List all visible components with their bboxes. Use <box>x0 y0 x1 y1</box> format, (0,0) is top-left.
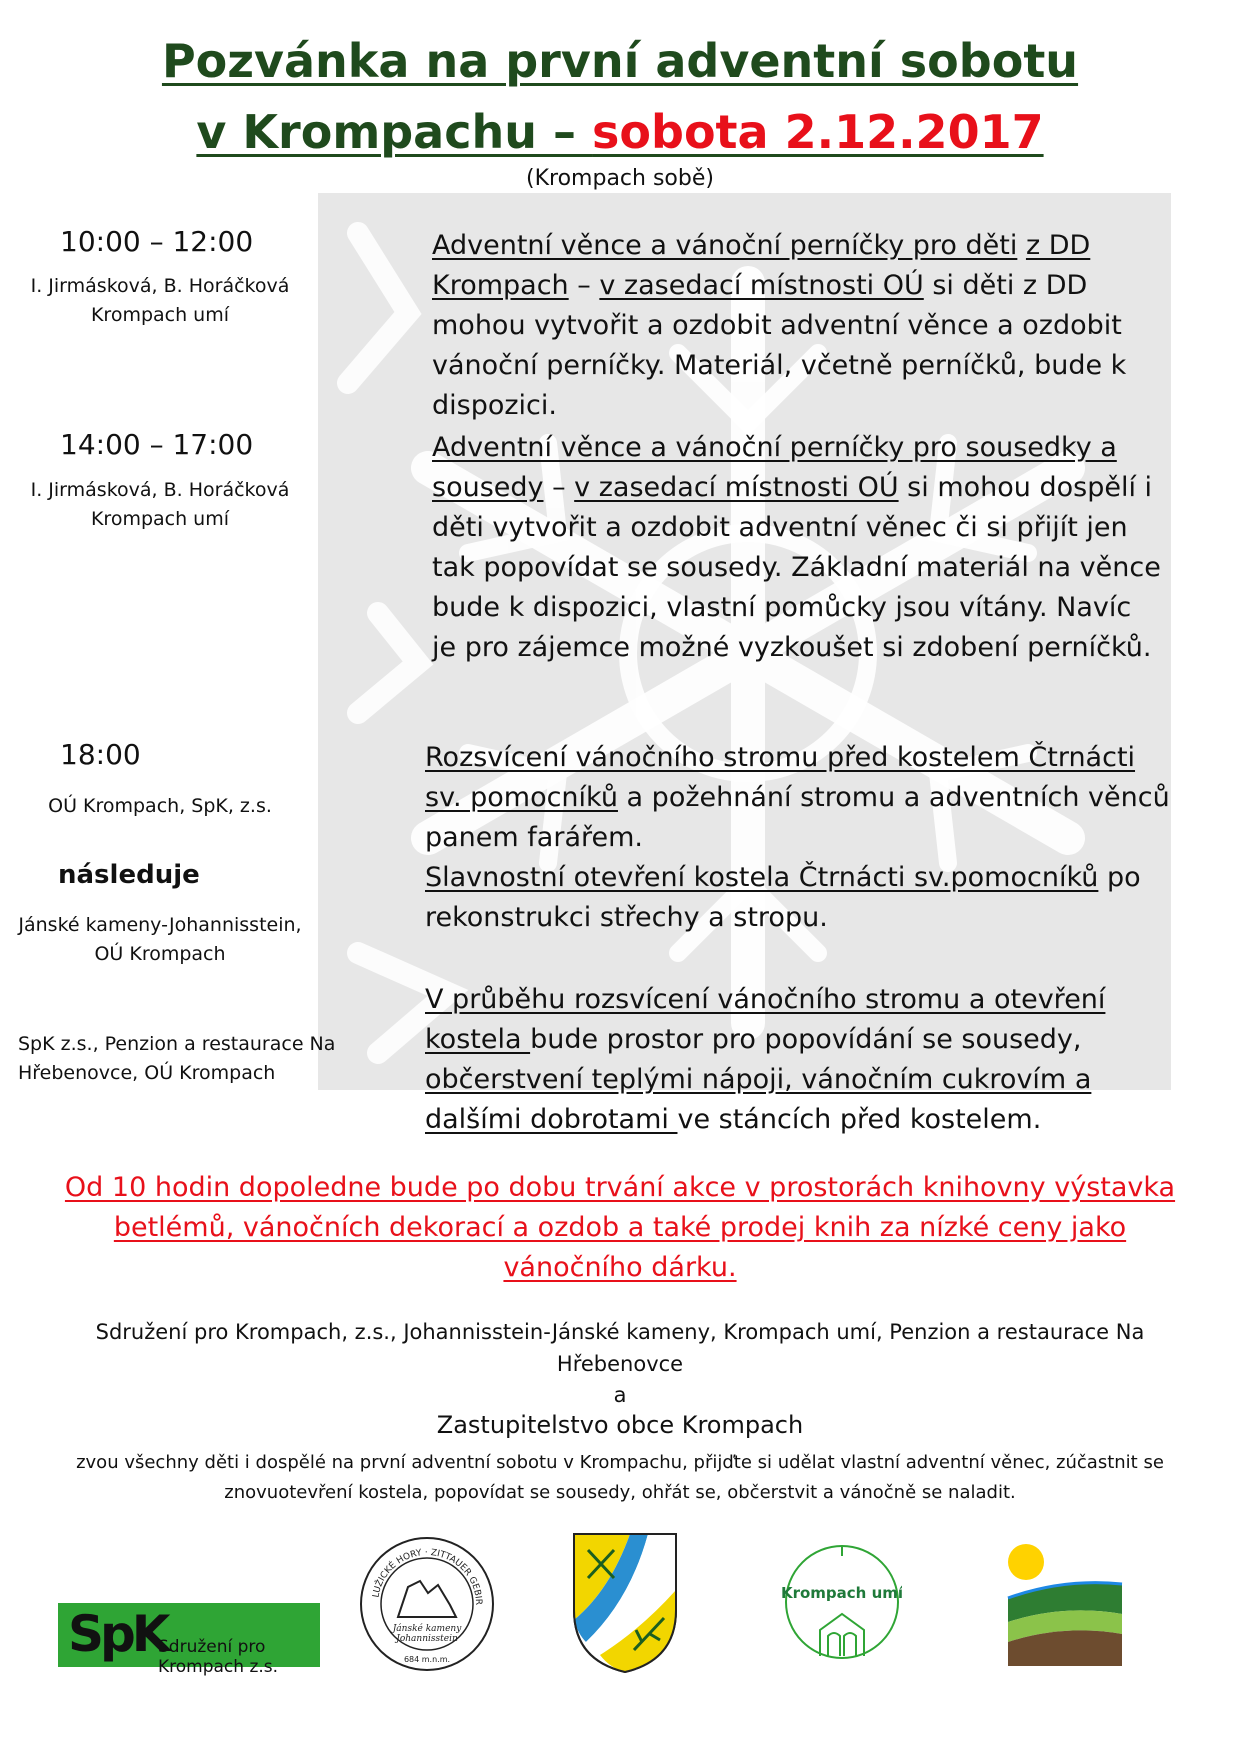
event-1-desc-u2: z DD Krompach <box>432 230 1091 301</box>
landscape-icon <box>1004 1538 1126 1670</box>
event-3-description <box>425 738 1170 858</box>
spk-logo-text: Sdružení pro Krompach z.s. <box>158 1637 279 1677</box>
event-2-desc-u2: v zasedací místnosti OÚ <box>574 472 899 503</box>
event-2-time: 14:00 – 17:00 <box>60 428 254 461</box>
event-2-organizer-line-2: Krompach umí <box>90 508 230 530</box>
title-date: sobota 2.12.2017 <box>592 105 1044 159</box>
event-3-organizers <box>10 792 310 821</box>
event-2-desc-t2: si mohou dospělí i děti vytvořit a ozdobit adventní věnec či si přijít jen tak popovídat se sousedy. Základní materiál na věnce bude k dispozici, vlastní pomůcky jsou vítány. Navíc je pro zájemce možné vyzkoušet si zdobení perníčků. <box>432 472 1161 663</box>
event-1-desc-t3: si děti z DD mohou vytvořit a ozdobit adventní věnce a ozdobit vánoční perníčky. Materiál, včetně perníčků, bude k dispozici. <box>432 270 1127 421</box>
title-line-2 <box>0 103 1240 161</box>
title-text-2: v Krompachu – <box>196 105 593 159</box>
johannisstein-name-1: Jánské kameny <box>392 1624 462 1634</box>
event-1-desc-u1: Adventní věnce a vánoční perníčky pro děti <box>432 230 1018 261</box>
event-2-organizers <box>10 476 310 534</box>
event-5-desc-t2: ve stáncích před kostelem. <box>677 1104 1042 1135</box>
krompach-umi-icon <box>782 1538 902 1666</box>
event-1-description <box>432 226 1152 426</box>
footer-organizers: Sdružení pro Krompach, z.s., Johannisstein-Jánské kameny, Krompach umí, Penzion a restaurace Na Hřebenovce <box>95 1320 1145 1376</box>
event-5-organizers <box>18 1030 348 1088</box>
coat-of-arms-icon <box>570 1530 680 1675</box>
event-4-time: následuje <box>58 860 200 890</box>
event-5-organizer-line-1: SpK z.s., Penzion a restaurace Na <box>18 1033 336 1055</box>
event-4-organizers <box>10 911 310 969</box>
subtitle: (Krompach sobě) <box>526 166 714 191</box>
spk-logo <box>58 1603 320 1677</box>
krompach-coat-of-arms <box>570 1530 680 1675</box>
footer-invitation-text: zvou všechny děti i dospělé na první adventní sobotu v Krompachu, přijďte si udělat vlastní adventní věnec, zúčastnit se znovuotevření kostela, popovídat se sousedy, ohřát se, občerstvit a vánočně se naladit. <box>76 1452 1164 1503</box>
event-5-desc-u1: V průběhu rozsvícení vánočního stromu a otevření kostela <box>425 984 1106 1055</box>
event-4-organizer-line-2: OÚ Krompach <box>94 943 226 965</box>
event-1-desc-t1 <box>1017 230 1026 261</box>
event-3-desc-u1: Rozsvícení vánočního stromu před kostelem Čtrnácti sv. pomocníků <box>425 742 1136 813</box>
event-1-desc-t2: – <box>568 270 600 301</box>
krompach-umi-logo <box>782 1538 902 1666</box>
title-line-1 <box>0 32 1240 90</box>
event-3-desc-t1: a požehnání stromu a adventních věnců panem farářem. <box>425 782 1170 853</box>
johannisstein-ring-text: LUŽICKÉ HORY · ZITTAUER GEBIR <box>371 1547 484 1606</box>
sun-icon <box>1008 1544 1044 1580</box>
event-4-description <box>425 858 1170 938</box>
spk-logo-mark: SpK <box>68 1605 167 1663</box>
event-1-organizers <box>10 272 310 330</box>
event-3-organizer-line-1: OÚ Krompach, SpK, z.s. <box>48 795 272 817</box>
johannisstein-logo <box>358 1535 496 1673</box>
event-2-desc-t1: – <box>543 472 575 503</box>
event-4-desc-t1: po rekonstrukci střechy a stropu. <box>425 862 1141 933</box>
event-5-description <box>425 980 1140 1140</box>
event-4-organizer-line-1: Jánské kameny-Johannisstein, <box>18 914 302 936</box>
landscape-logo <box>1004 1538 1126 1670</box>
event-2-description <box>432 428 1162 668</box>
library-exhibition-notice: Od 10 hodin dopoledne bude po dobu trvání akce v prostorách knihovny výstavka betlémů, vánočních dekorací a ozdob a také prodej knih za nízké ceny jako vánočního dárku. <box>64 1172 1176 1283</box>
johannisstein-altitude: 684 m.n.m. <box>403 1655 451 1664</box>
footer-council: Zastupitelstvo obce Krompach <box>436 1411 804 1439</box>
event-4-desc-u1: Slavnostní otevření kostela Čtrnácti sv.pomocníků <box>425 862 1099 893</box>
krompach-umi-text: Krompach umí <box>782 1584 902 1602</box>
event-5-organizer-line-2: Hřebenovce, OÚ Krompach <box>18 1062 276 1084</box>
johannisstein-name-2: Johannisstein <box>396 1634 458 1644</box>
event-1-desc-u3: v zasedací místnosti OÚ <box>599 270 924 301</box>
event-5-desc-t1: bude prostor pro popovídání se sousedy, <box>530 1024 1082 1055</box>
johannisstein-badge-icon <box>358 1535 496 1673</box>
event-3-time: 18:00 <box>60 738 141 771</box>
event-1-organizer-line-2: Krompach umí <box>90 304 230 326</box>
event-1-time: 10:00 – 12:00 <box>60 225 254 258</box>
footer-conjunction: a <box>613 1383 627 1407</box>
event-5-desc-u2: občerstvení teplými nápoji, vánočním cukrovím a dalšími dobrotami <box>425 1064 1092 1135</box>
title-text-1: Pozvánka na první adventní sobotu <box>161 34 1079 88</box>
event-2-desc-u1: Adventní věnce a vánoční perníčky pro sousedky a sousedy <box>432 432 1117 503</box>
event-2-organizer-line-1: I. Jirmásková, B. Horáčková <box>30 479 290 501</box>
event-1-organizer-line-1: I. Jirmásková, B. Horáčková <box>30 275 290 297</box>
